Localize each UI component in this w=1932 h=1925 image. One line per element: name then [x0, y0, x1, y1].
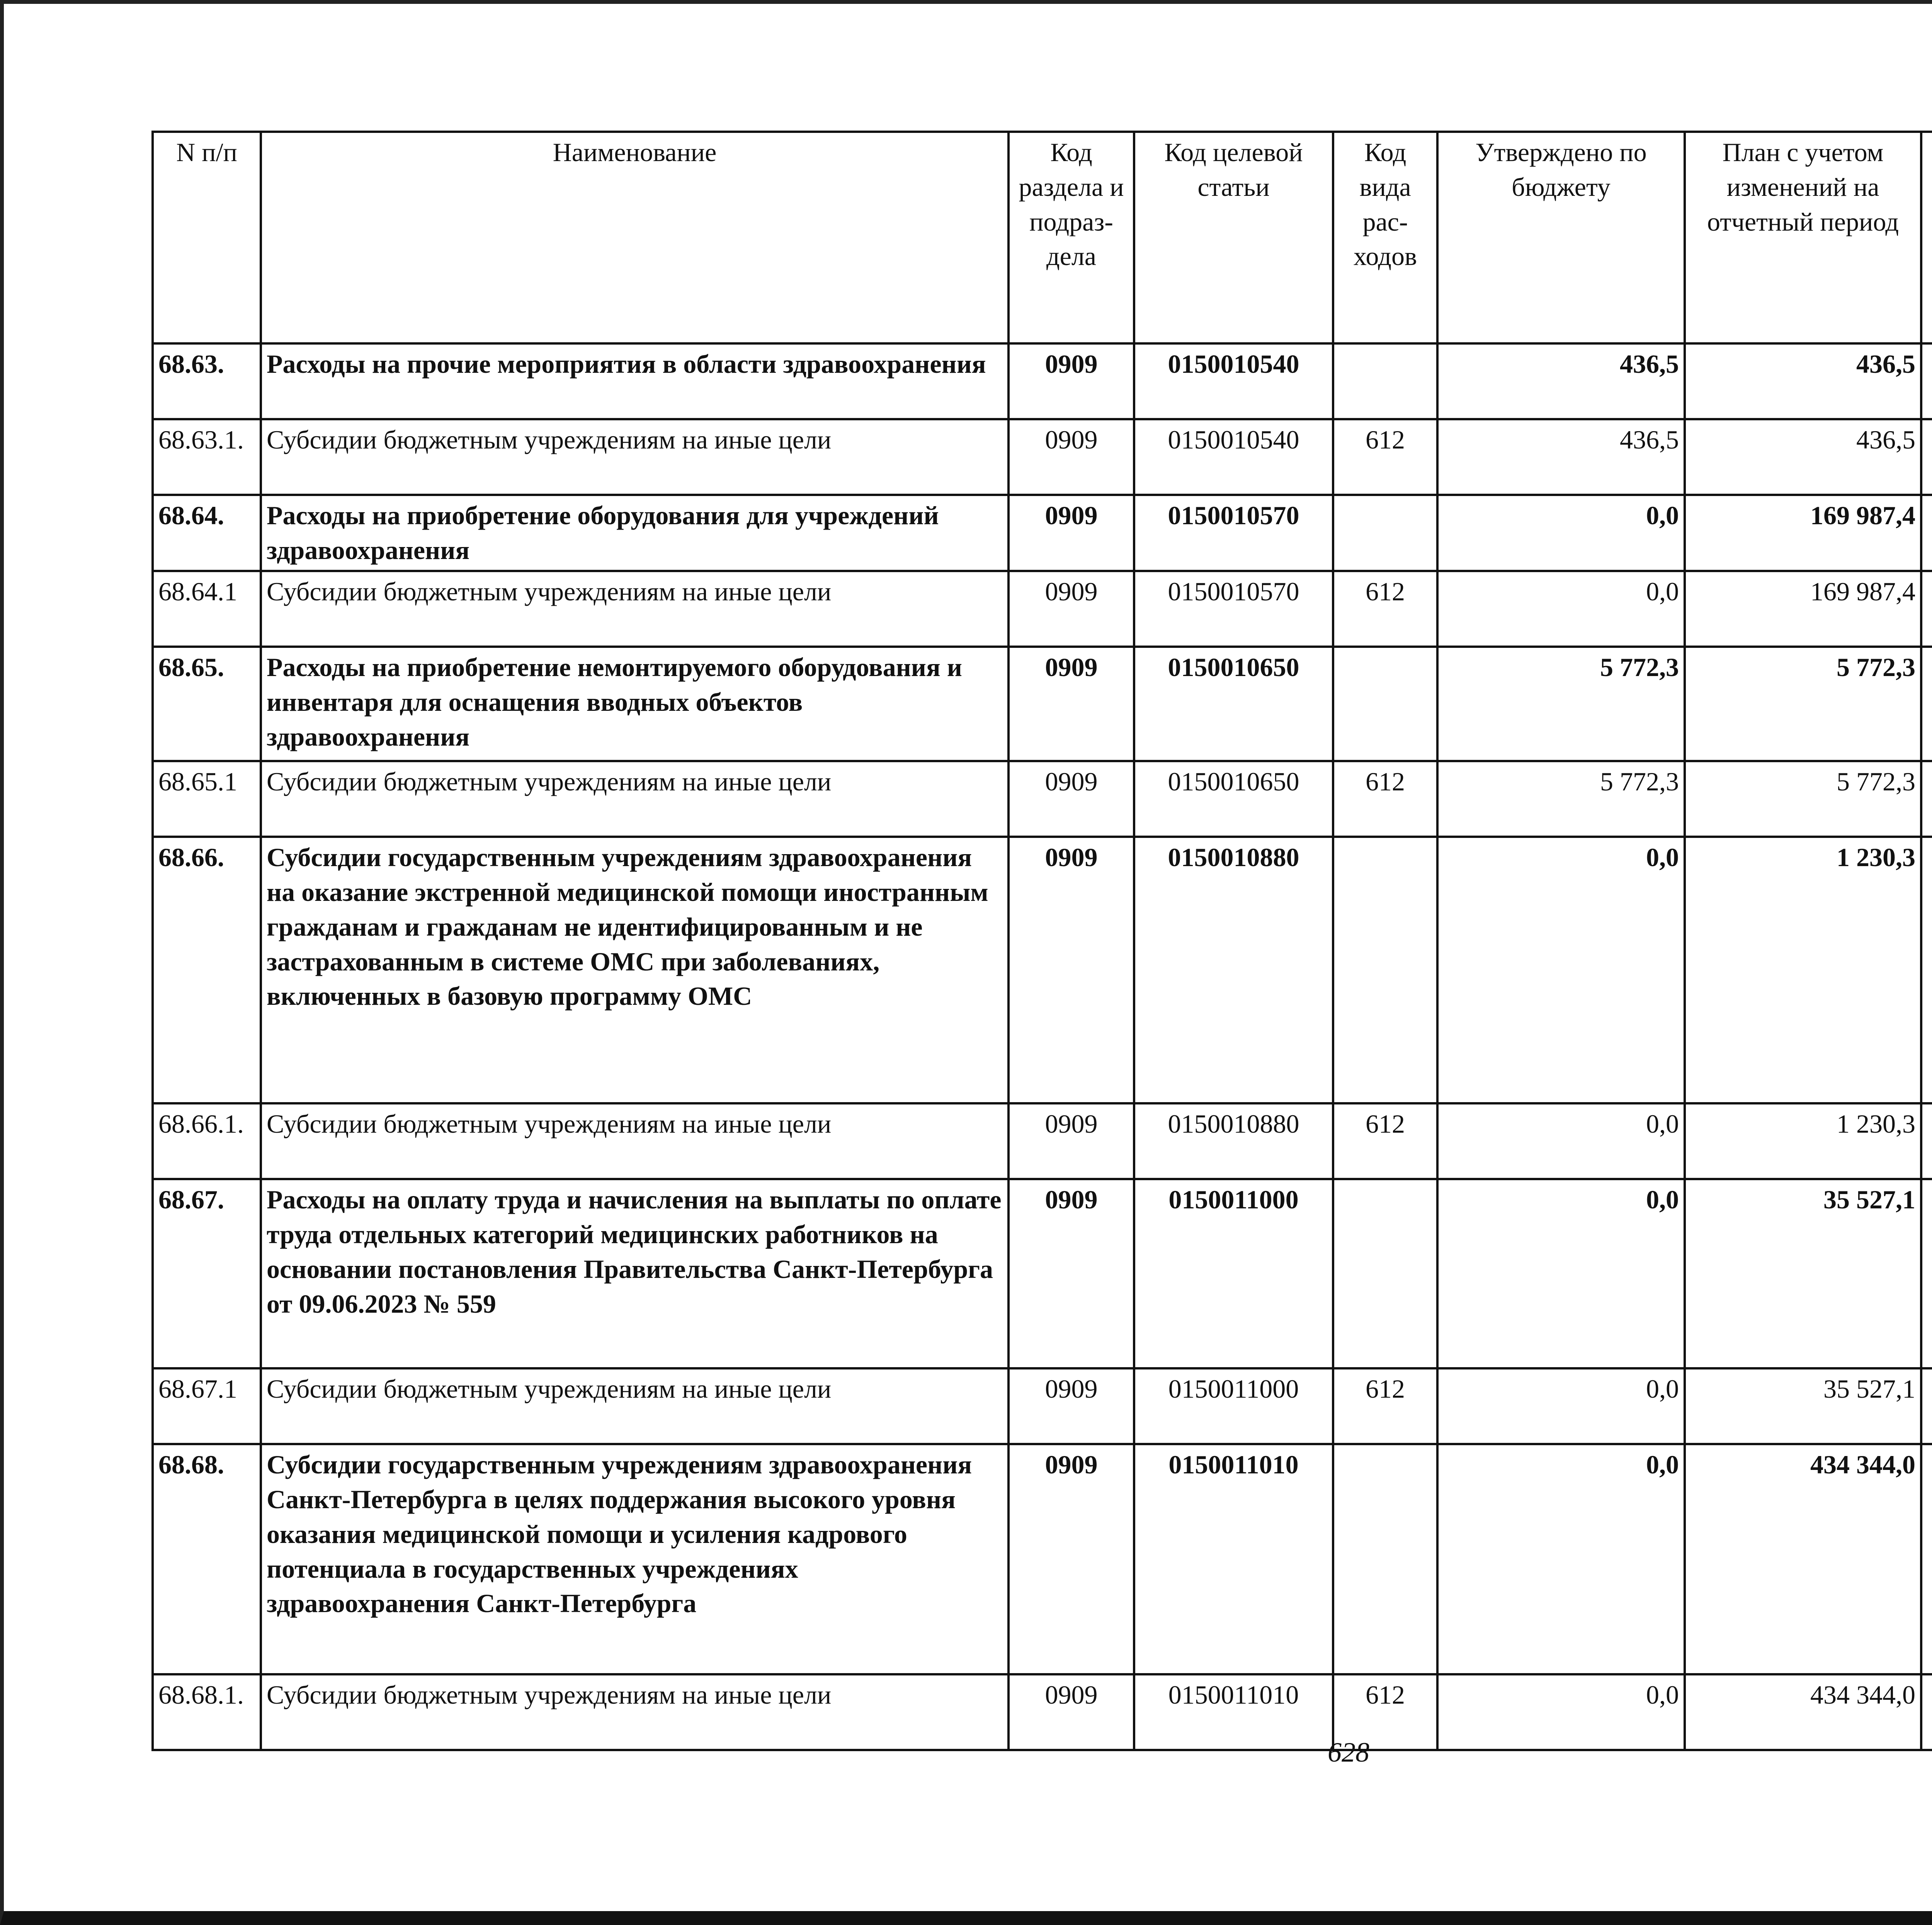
cell-approved: 0,0: [1437, 1444, 1685, 1674]
cell-number: 68.63.1.: [153, 419, 261, 495]
cell-name: Субсидии бюджетным учреждениям на иные цели: [261, 571, 1009, 647]
cell-name: Субсидии бюджетным учреждениям на иные цели: [261, 761, 1009, 837]
cell-number: 68.67.1: [153, 1368, 261, 1444]
cell-expense-type: [1333, 343, 1437, 419]
cell-name: Субсидии бюджетным учреждениям на иные цели: [261, 1674, 1009, 1750]
cell-expense-type: 612: [1333, 761, 1437, 837]
cell-target-code: 0150010570: [1134, 495, 1333, 571]
cell-number: 68.66.: [153, 837, 261, 1103]
cell-approved: 5 772,3: [1437, 761, 1685, 837]
cell-executed: [1921, 1103, 1932, 1179]
cell-approved: 0,0: [1437, 571, 1685, 647]
cell-name: Субсидии бюджетным учреждениям на иные цели: [261, 1368, 1009, 1444]
cell-target-code: 0150010570: [1134, 571, 1333, 647]
header-section-code: Код раздела и подраз-дела: [1009, 132, 1134, 343]
cell-expense-type: 612: [1333, 571, 1437, 647]
cell-target-code: 0150010880: [1134, 1103, 1333, 1179]
cell-plan: 1 230,3: [1685, 1103, 1921, 1179]
cell-executed: [1921, 1674, 1932, 1750]
cell-target-code: 0150010880: [1134, 837, 1333, 1103]
cell-section-code: 0909: [1009, 419, 1134, 495]
cell-expense-type: 612: [1333, 1674, 1437, 1750]
cell-number: 68.68.: [153, 1444, 261, 1674]
cell-expense-type: 612: [1333, 1103, 1437, 1179]
cell-plan: 436,5: [1685, 419, 1921, 495]
cell-plan: 35 527,1: [1685, 1179, 1921, 1368]
cell-name: Расходы на оплату труда и начисления на выплаты по оплате труда отдельных категорий медицинских работников на основании постановления Правительства Санкт-Петербурга от 09.06.2023 № 559: [261, 1179, 1009, 1368]
cell-section-code: 0909: [1009, 1444, 1134, 1674]
cell-approved: 0,0: [1437, 1179, 1685, 1368]
cell-section-code: 0909: [1009, 837, 1134, 1103]
cell-number: 68.64.: [153, 495, 261, 571]
cell-section-code: 0909: [1009, 343, 1134, 419]
cell-number: 68.67.: [153, 1179, 261, 1368]
cell-executed: [1921, 837, 1932, 1103]
table-row: [153, 343, 1932, 419]
cell-expense-type: [1333, 1179, 1437, 1368]
table-row: [153, 1674, 1932, 1750]
cell-plan: 169 987,4: [1685, 571, 1921, 647]
cell-expense-type: [1333, 647, 1437, 761]
cell-section-code: 0909: [1009, 761, 1134, 837]
cell-expense-type: [1333, 837, 1437, 1103]
table-row: [153, 647, 1932, 761]
cell-section-code: 0909: [1009, 1368, 1134, 1444]
header-plan: План с учетом изменений на отчетный период: [1685, 132, 1921, 343]
cell-section-code: 0909: [1009, 1674, 1134, 1750]
page-number: 628: [1328, 1737, 1369, 1768]
cell-plan: 434 344,0: [1685, 1674, 1921, 1750]
cell-approved: 0,0: [1437, 495, 1685, 571]
cell-approved: 0,0: [1437, 1674, 1685, 1750]
cell-expense-type: [1333, 1444, 1437, 1674]
cell-expense-type: 612: [1333, 419, 1437, 495]
cell-section-code: 0909: [1009, 1103, 1134, 1179]
header-target-code: Код целевой статьи: [1134, 132, 1333, 343]
table-row: [153, 1103, 1932, 1179]
cell-plan: 436,5: [1685, 343, 1921, 419]
cell-target-code: 0150011000: [1134, 1179, 1333, 1368]
cell-approved: 0,0: [1437, 837, 1685, 1103]
cell-plan: 5 772,3: [1685, 761, 1921, 837]
cell-section-code: 0909: [1009, 495, 1134, 571]
cell-name: Расходы на приобретение оборудования для учреждений здравоохранения: [261, 495, 1009, 571]
cell-number: 68.65.1: [153, 761, 261, 837]
cell-section-code: 0909: [1009, 647, 1134, 761]
cell-section-code: 0909: [1009, 1179, 1134, 1368]
cell-executed: [1921, 343, 1932, 419]
cell-executed: [1921, 1444, 1932, 1674]
header-approved: Утверждено по бюджету: [1437, 132, 1685, 343]
cell-executed: [1921, 1179, 1932, 1368]
table-row: [153, 419, 1932, 495]
cell-target-code: 0150010650: [1134, 761, 1333, 837]
table-row: [153, 495, 1932, 571]
table-row: [153, 571, 1932, 647]
cell-target-code: 0150010540: [1134, 419, 1333, 495]
cell-section-code: 0909: [1009, 571, 1134, 647]
budget-execution-table: [151, 131, 1932, 1751]
cell-executed: [1921, 647, 1932, 761]
cell-number: 68.64.1: [153, 571, 261, 647]
cell-plan: 169 987,4: [1685, 495, 1921, 571]
cell-approved: 436,5: [1437, 343, 1685, 419]
table-row: [153, 1444, 1932, 1674]
cell-approved: 0,0: [1437, 1103, 1685, 1179]
cell-target-code: 0150010650: [1134, 647, 1333, 761]
cell-plan: 1 230,3: [1685, 837, 1921, 1103]
cell-name: Субсидии бюджетным учреждениям на иные цели: [261, 1103, 1009, 1179]
cell-approved: 5 772,3: [1437, 647, 1685, 761]
cell-name: Расходы на приобретение немонтируемого оборудования и инвентаря для оснащения вводных объектов здравоохранения: [261, 647, 1009, 761]
cell-number: 68.68.1.: [153, 1674, 261, 1750]
cell-plan: 5 772,3: [1685, 647, 1921, 761]
cell-executed: [1921, 1368, 1932, 1444]
cell-plan: 35 527,1: [1685, 1368, 1921, 1444]
cell-approved: 0,0: [1437, 1368, 1685, 1444]
header-number: N п/п: [153, 132, 261, 343]
cell-executed: [1921, 419, 1932, 495]
table-row: [153, 837, 1932, 1103]
table-row: [153, 761, 1932, 837]
header-name: Наименование: [261, 132, 1009, 343]
cell-number: 68.63.: [153, 343, 261, 419]
cell-executed: [1921, 761, 1932, 837]
cell-name: Расходы на прочие мероприятия в области здравоохранения: [261, 343, 1009, 419]
cell-number: 68.66.1.: [153, 1103, 261, 1179]
cell-number: 68.65.: [153, 647, 261, 761]
cell-target-code: 0150011010: [1134, 1444, 1333, 1674]
cell-name: Субсидии бюджетным учреждениям на иные цели: [261, 419, 1009, 495]
cell-target-code: 0150011000: [1134, 1368, 1333, 1444]
cell-expense-type: 612: [1333, 1368, 1437, 1444]
cell-name: Субсидии государственным учреждениям здравоохранения Санкт-Петербурга в целях поддержания высокого уровня оказания медицинской помощи и усиления кадрового потенциала в государственных учреждениях здравоохранения Санкт-Петербурга: [261, 1444, 1009, 1674]
cell-expense-type: [1333, 495, 1437, 571]
header-executed: [1921, 132, 1932, 343]
cell-target-code: 0150010540: [1134, 343, 1333, 419]
table-row: [153, 1179, 1932, 1368]
cell-executed: [1921, 495, 1932, 571]
cell-approved: 436,5: [1437, 419, 1685, 495]
cell-executed: [1921, 571, 1932, 647]
cell-name: Субсидии государственным учреждениям здравоохранения на оказание экстренной медицинской помощи иностранным гражданам и гражданам не идентифицированным и не застрахованным в системе ОМС при заболеваниях, включенных в базовую программу ОМС: [261, 837, 1009, 1103]
cell-target-code: 0150011010: [1134, 1674, 1333, 1750]
cell-plan: 434 344,0: [1685, 1444, 1921, 1674]
header-expense-type: Код вида рас-ходов: [1333, 132, 1437, 343]
table-row: [153, 1368, 1932, 1444]
